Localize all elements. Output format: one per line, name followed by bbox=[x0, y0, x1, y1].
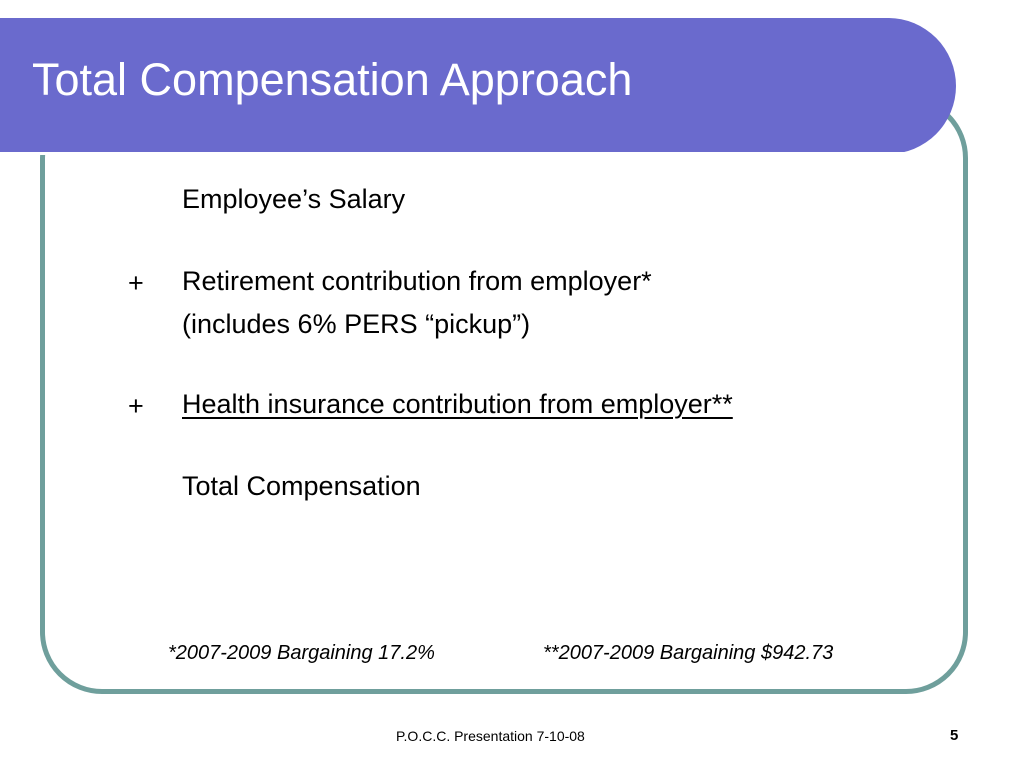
retirement-contribution-text: Retirement contribution from employer* bbox=[182, 266, 652, 296]
presentation-footer: P.O.C.C. Presentation 7-10-08 bbox=[396, 728, 585, 744]
plus-marker-retirement: + bbox=[128, 268, 144, 298]
plus-marker-health: + bbox=[128, 391, 144, 421]
health-insurance-text: Health insurance contribution from employer** bbox=[182, 389, 733, 419]
retirement-footnote: *2007-2009 Bargaining 17.2% bbox=[168, 642, 435, 664]
slide-number: 5 bbox=[950, 727, 959, 744]
employee-salary-text: Employee’s Salary bbox=[182, 184, 406, 214]
slide-title: Total Compensation Approach bbox=[32, 54, 633, 105]
title-underline-rule bbox=[0, 152, 904, 155]
health-footnote: **2007-2009 Bargaining $942.73 bbox=[543, 642, 834, 664]
total-compensation-text: Total Compensation bbox=[182, 471, 421, 501]
pers-pickup-text: (includes 6% PERS “pickup”) bbox=[182, 309, 531, 339]
